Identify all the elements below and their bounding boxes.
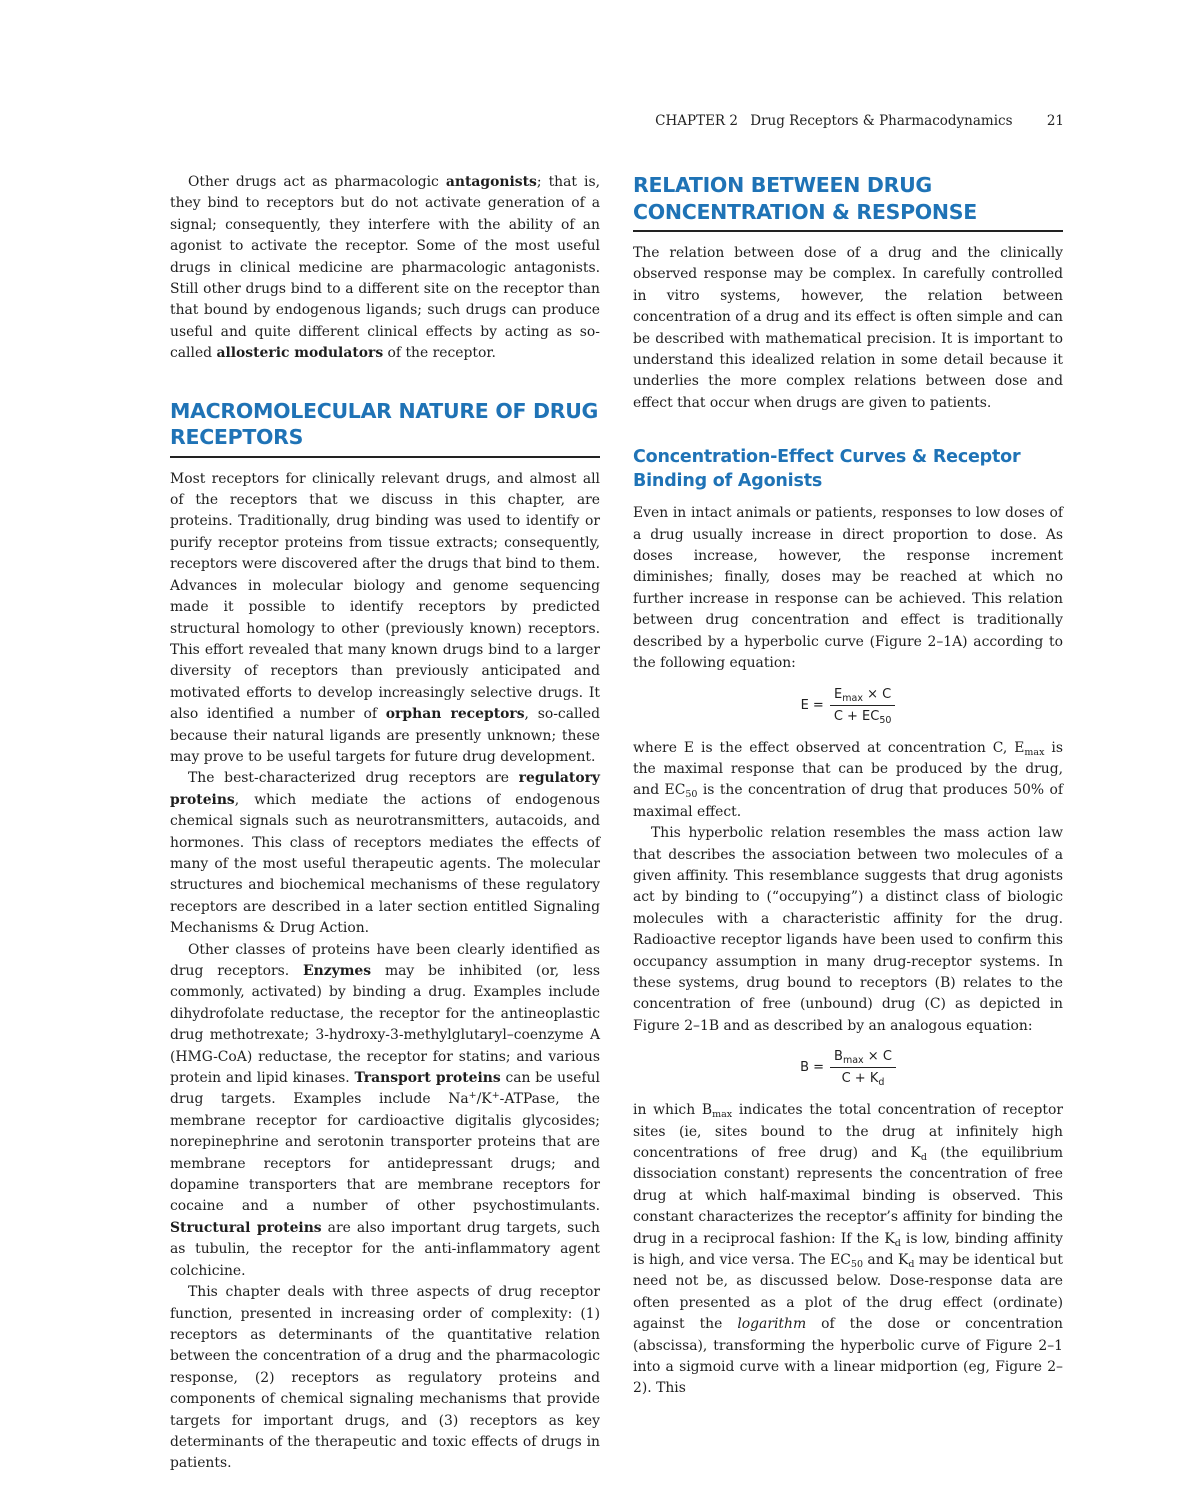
paragraph-mass-action: This hyperbolic relation resembles the mass action law that describes the association between two molecules of a given affinity. This resemblance suggests that drug agonists act by binding to (“occupying”) a distinct class of biologic molecules with a characteristic affinity for the drug. Radioactive receptor ligands have been used to confirm this occupancy assumption in many drug-receptor systems. In these systems, drug bound to receptors (B) relates to the concentration of free (unbound) drug (C) as depicted in Figure 2–1B and as described by an analogous equation: xyxy=(633,825,1063,1034)
paragraph-hyperbolic-curve: Even in intact animals or patients, responses to low doses of a drug usually increase in direct proportion to dose. As doses increase, however, the response increment diminishes; finally, doses may be reached at which no further increase in response can be achieved. This relation between drug concentration and effect is traditionally described by a hyperbolic curve (Figure 2–1A) according to the following equation: xyxy=(633,505,1063,672)
page-number: 21 xyxy=(1046,113,1064,129)
equation-effect: E = $\frac{E_{max} \times C}{C + EC_{50}}$ xyxy=(633,687,1063,724)
left-column xyxy=(170,172,600,1475)
subsection-heading-curves: Concentration-Effect Curves & Receptor Binding of Agonists xyxy=(633,447,1021,491)
term-structural-proteins: Structural proteins xyxy=(170,1219,322,1236)
paragraph-dose-response-intro: The relation between dose of a drug and the clinically observed response may be complex. In carefully controlled in vitro systems, however, the relation between concentration of a drug and its effect is often simple and can be described with mathematical precision. It is important to understand this idealized relation in some detail because it underlies the more complex relations between dose and effect that occur when drugs are given to patients. xyxy=(633,245,1063,411)
paragraph-receptors-proteins: Most receptors for clinically relevant drugs, and almost all of the receptors that we discuss in this chapter, are proteins. Traditionally, drug binding was used to identify or purify receptor proteins from tissue extracts; consequently, receptors were discovered after the drugs that bind to them. Advances in molecular biology and genome sequencing made it possible to identify receptors by predicted structural homology to other (previously known) receptors. This effort revealed that many known drugs bind to a larger diversity of receptors than previously anticipated and motivated efforts to develop increasingly selective drugs. It also identified a number of orphan receptors, so-called because their natural ligands are presently unknown; these may prove to be useful targets for future drug development. xyxy=(170,470,600,765)
paragraph-emax-definition: where E is the effect observed at concentration C, $E_{max}$ is the maximal response that can be produced by the drug, and $EC_{50}$ is the concentration of drug that produces 50% of maximal effect. xyxy=(633,739,1063,820)
section-heading-relation: RELATION BETWEEN DRUG CONCENTRATION & RESPONSE xyxy=(633,172,1063,232)
term-logarithm: logarithm xyxy=(737,1316,807,1333)
chapter-label: CHAPTER 2 xyxy=(655,113,738,129)
paragraph-other-classes: Other classes of proteins have been clearly identified as drug receptors. Enzymes may be inhibited (or, less commonly, activated) by binding a drug. Examples include dihydrofolate reductase, the receptor for the antineoplastic drug methotrexate; 3-hydroxy-3-methylglutaryl–coenzyme A (HMG-CoA) reductase, the receptor for statins; and various protein and lipid kinases. Transport proteins can be useful drug targets. Examples include Na+/K+-ATPase, the membrane receptor for cardioactive digitalis glycosides; norepinephrine and serotonin transporter proteins that are membrane receptors for antidepressant drugs; and dopamine transporters that are membrane receptors for cocaine and a number of other psychostimulants. Structural proteins are also important drug targets, such as tubulin, the receptor for the anti-inflammatory agent colchicine. xyxy=(170,941,600,1279)
paragraph-chapter-overview: This chapter deals with three aspects of drug receptor function, presented in increasing order of complexity: (1) receptors as determinants of the quantitative relation between the concentration of a drug and the pharmacologic response, (2) receptors as regulatory proteins and components of chemical signaling mechanisms that provide targets for important drugs, and (3) receptors as key determinants of the therapeutic and toxic effects of drugs in patients. xyxy=(170,1284,600,1472)
paragraph-bmax-definition: in which $B_{max}$ indicates the total concentration of receptor sites (ie, sites bound to the drug at infinitely high concentrations of free drug) and $K_d$ (the equilibrium dissociation constant) represents the concentration of free drug at which half-maximal binding is observed. This constant characterizes the receptor’s affinity for binding the drug in a reciprocal fashion: If the $K_d$ is low, binding affinity is high, and vice versa. The $EC_{50}$ and $K_d$ may be identical but need not be, as discussed below. Dose-response data are often presented as a plot of the drug effect (ordinate) against the logarithm of the dose or concentration (abscissa), transforming the hyperbolic curve of Figure 2–1 into a sigmoid curve with a linear midportion (eg, Figure 2–2). This xyxy=(633,1102,1064,1397)
chapter-title: Drug Receptors & Pharmacodynamics xyxy=(750,113,1013,129)
right-column xyxy=(633,172,1063,1400)
term-orphan-receptors: orphan receptors xyxy=(385,706,525,723)
term-antagonists: antagonists xyxy=(445,174,537,190)
term-allosteric-modulators: allosteric modulators xyxy=(216,345,384,362)
running-head xyxy=(0,113,1064,129)
section-heading-macromolecular: MACROMOLECULAR NATURE OF DRUG RECEPTORS xyxy=(170,398,600,458)
equation-binding: B = $\frac{B_{max} \times C}{C + K_d}$ xyxy=(633,1049,1063,1086)
paragraph-regulatory-proteins: The best-characterized drug receptors are regulatory proteins, which mediate the actions of endogenous chemical signals such as neurotransmitters, autacoids, and hormones. This class of receptors mediates the effects of many of the most useful therapeutic agents. The molecular structures and biochemical mechanisms of these regulatory receptors are described in a later section entitled Signaling Mechanisms & Drug Action. xyxy=(170,770,600,937)
paragraph-antagonists: Other drugs act as pharmacologic antagonists; that is, they bind to receptors but do not activate generation of a signal; consequently, they interfere with the ability of an agonist to activate the receptor. Some of the most useful drugs in clinical medicine are pharmacologic antagonists. Still other drugs bind to a different site on the receptor than that bound by endogenous ligands; such drugs can produce useful and quite different clinical effects by acting as so-called allosteric modulators of the receptor. xyxy=(170,174,600,362)
term-enzymes: Enzymes xyxy=(303,963,372,979)
term-regulatory-proteins: regulatory proteins xyxy=(170,770,600,808)
term-transport-proteins: Transport proteins xyxy=(354,1070,501,1087)
